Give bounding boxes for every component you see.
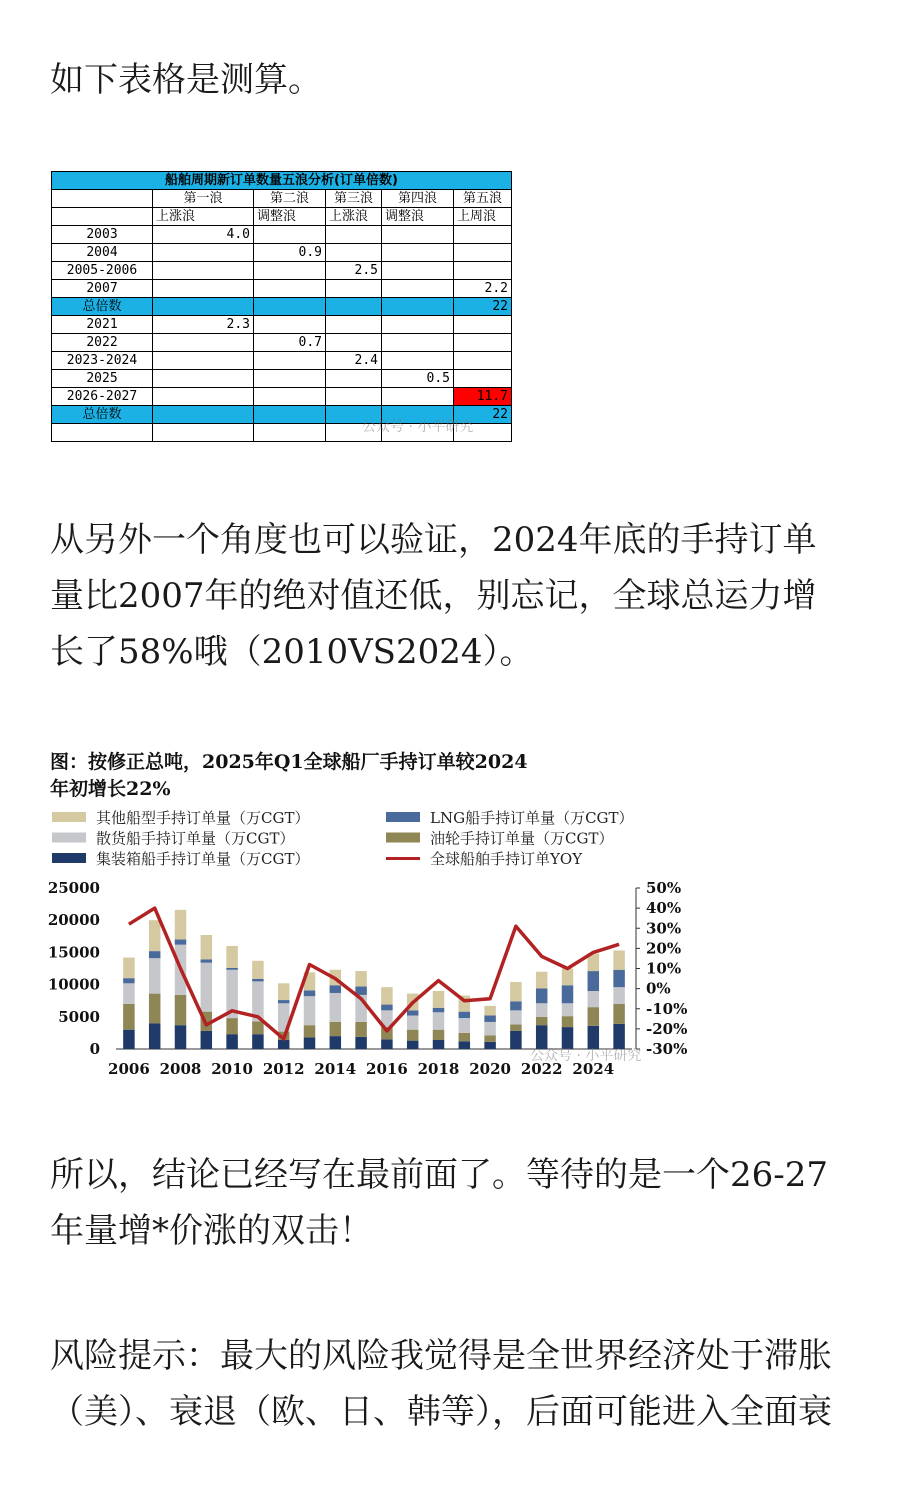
table-cell: [382, 226, 454, 244]
table-cell: [454, 316, 512, 334]
bar-segment: [588, 1007, 600, 1026]
table-total-row: [52, 298, 512, 316]
wave-subheader: 上涨浪: [153, 208, 254, 226]
table-cell: [254, 370, 326, 388]
right-axis-tick: 0%: [646, 979, 671, 998]
bar-segment: [381, 1039, 393, 1049]
bar-segment: [355, 1022, 367, 1037]
bar-segment: [226, 1034, 238, 1049]
table-corner-cell: [52, 190, 153, 208]
table-cell: [326, 226, 382, 244]
table-cell: [382, 388, 454, 406]
left-axis-tick: 5000: [58, 1007, 100, 1026]
chart-title-line2: 年初增长22%: [50, 778, 171, 800]
table-cell: 2.2: [454, 280, 512, 298]
right-axis-tick: 30%: [646, 919, 682, 938]
table-cell: [254, 280, 326, 298]
x-axis-tick: 2020: [469, 1060, 511, 1078]
legend-swatch: [386, 812, 420, 822]
bar-segment: [536, 988, 548, 1003]
row-label: 2021: [52, 316, 153, 334]
bar-segment: [330, 993, 342, 1022]
row-label: 总倍数: [52, 298, 153, 316]
table-cell: [254, 388, 326, 406]
table-title-row: [52, 172, 512, 190]
table-cell: 4.0: [153, 226, 254, 244]
right-axis-tick: 40%: [646, 899, 682, 918]
bar-segment: [381, 1005, 393, 1011]
x-axis-tick: 2012: [262, 1060, 305, 1078]
bar-segment: [330, 1036, 342, 1049]
bar-segment: [407, 1016, 419, 1030]
bar-segment: [252, 1021, 264, 1034]
table-cell: 11.7: [454, 388, 512, 406]
x-axis-tick: 2016: [366, 1060, 408, 1078]
wave-header: 第一浪: [153, 190, 254, 208]
bar-segment: [278, 1000, 290, 1003]
legend-swatch: [386, 833, 420, 843]
wave-header: 第五浪: [454, 190, 512, 208]
table-row: [52, 226, 512, 244]
row-label: 2004: [52, 244, 153, 262]
table-cell: [153, 424, 254, 442]
bar-segment: [510, 1001, 522, 1010]
bar-segment: [252, 979, 264, 982]
table-row: [52, 352, 512, 370]
table-row: [52, 280, 512, 298]
right-axis-tick: -20%: [646, 1019, 688, 1038]
bar-segment: [562, 1027, 574, 1049]
table-cell: [382, 244, 454, 262]
legend-label: 全球船舶手持订单YOY: [430, 850, 583, 868]
bar-segment: [226, 1018, 238, 1034]
bar-segment: [201, 1031, 213, 1049]
chart-bars: [123, 910, 625, 1049]
table-cell: [254, 406, 326, 424]
bar-segment: [484, 1035, 496, 1041]
conclusion-paragraph: 所以，结论已经写在最前面了。等待的是一个26-27年量增*价涨的双击！: [50, 1155, 829, 1251]
table-cell: [153, 334, 254, 352]
table-cell: [454, 226, 512, 244]
left-axis-tick: 0: [89, 1040, 100, 1058]
table-row: [52, 262, 512, 280]
table-row: [52, 388, 512, 406]
bar-segment: [433, 1008, 445, 1013]
bar-segment: [149, 920, 161, 951]
left-axis-tick: 10000: [48, 975, 100, 994]
table-cell: 22: [454, 406, 512, 424]
table-cell: [326, 298, 382, 316]
table-corner-cell: [52, 208, 153, 226]
table-cell: [153, 244, 254, 262]
legend-swatch: [52, 833, 86, 843]
right-axis-tick: 50%: [646, 879, 682, 897]
x-axis-tick: 2010: [211, 1060, 253, 1078]
table-watermark: 公众号 · 小平研究: [362, 419, 474, 435]
table-row: [52, 334, 512, 352]
bar-segment: [407, 1010, 419, 1015]
table-cell: [254, 262, 326, 280]
legend-swatch: [52, 812, 86, 822]
table-cell: [153, 262, 254, 280]
bar-segment: [149, 958, 161, 993]
wave-header: 第二浪: [254, 190, 326, 208]
legend-label: 集装箱船手持订单量（万CGT）: [96, 850, 310, 868]
legend-swatch: [52, 853, 86, 863]
bar-segment: [588, 1026, 600, 1049]
bar-segment: [201, 963, 213, 1012]
legend-line-swatch: [386, 857, 420, 860]
x-axis-tick: 2022: [520, 1060, 563, 1078]
bar-segment: [588, 991, 600, 1007]
bar-segment: [613, 950, 625, 969]
row-label: 2022: [52, 334, 153, 352]
bar-segment: [252, 961, 264, 979]
bar-segment: [304, 1025, 316, 1037]
bar-segment: [510, 982, 522, 1001]
bar-segment: [562, 969, 574, 986]
wave-header: 第四浪: [382, 190, 454, 208]
bar-segment: [149, 951, 161, 958]
table-cell: [382, 334, 454, 352]
bar-segment: [355, 1037, 367, 1049]
bar-segment: [149, 1023, 161, 1049]
table-row: [52, 244, 512, 262]
table-cell: [326, 244, 382, 262]
table-cell: [254, 316, 326, 334]
table-cell: [454, 370, 512, 388]
bar-segment: [407, 1030, 419, 1041]
left-axis-tick: 15000: [48, 943, 100, 962]
table-cell: [326, 316, 382, 334]
bar-segment: [381, 987, 393, 1004]
legend-label: 散货船手持订单量（万CGT）: [96, 829, 295, 848]
table-cell: [454, 262, 512, 280]
table-cell: [382, 262, 454, 280]
table-cell: [382, 298, 454, 316]
x-axis-tick: 2006: [108, 1060, 150, 1078]
left-axis-tick: 25000: [48, 879, 100, 897]
legend-label: 油轮手持订单量（万CGT）: [430, 829, 614, 848]
bar-segment: [330, 985, 342, 993]
bar-segment: [536, 1003, 548, 1017]
x-axis-tick: 2008: [159, 1060, 202, 1078]
table-cell: [254, 424, 326, 442]
table-cell: [254, 352, 326, 370]
x-axis-tick: 2018: [417, 1060, 460, 1078]
bar-segment: [433, 1012, 445, 1029]
bar-segment: [536, 972, 548, 989]
table-cell: [153, 298, 254, 316]
bar-segment: [484, 1006, 496, 1016]
chart-legend: [52, 809, 634, 868]
table-cell: [326, 280, 382, 298]
row-label: 2005-2006: [52, 262, 153, 280]
bar-segment: [484, 1022, 496, 1036]
bar-segment: [175, 995, 187, 1025]
table-cell: 0.5: [382, 370, 454, 388]
chart-title-line1: 图：按修正总吨，2025年Q1全球船厂手持订单较2024: [50, 751, 528, 773]
row-label: [52, 424, 153, 442]
bar-segment: [536, 1025, 548, 1049]
table-cell: [326, 370, 382, 388]
table-cell: [254, 298, 326, 316]
bar-segment: [613, 1024, 625, 1049]
bar-segment: [149, 994, 161, 1024]
legend-label: 其他船型手持订单量（万CGT）: [96, 809, 310, 827]
table-cell: [326, 388, 382, 406]
bar-segment: [433, 991, 445, 1008]
row-label: 2023-2024: [52, 352, 153, 370]
table-cell: [454, 244, 512, 262]
wave-subheader: 上周浪: [454, 208, 512, 226]
bar-segment: [459, 1033, 471, 1041]
x-axis-tick: 2024: [572, 1060, 615, 1078]
bar-segment: [484, 1016, 496, 1022]
bar-segment: [304, 996, 316, 1025]
right-axis-tick: -10%: [646, 999, 688, 1018]
bar-segment: [407, 1041, 419, 1049]
bar-segment: [304, 990, 316, 996]
table-cell: [382, 316, 454, 334]
bar-segment: [201, 935, 213, 959]
risk-paragraph: 风险提示：最大的风险我觉得是全世界经济处于滞胀（美）、衰退（欧、日、韩等），后面可能进入全面衰: [50, 1336, 832, 1432]
table-cell: [153, 370, 254, 388]
left-axis-tick: 20000: [48, 911, 100, 930]
table-wave-header-row: [52, 190, 512, 208]
right-axis-tick: -30%: [646, 1040, 688, 1058]
intro-paragraph: 如下表格是测算。: [50, 60, 322, 100]
wave-subheader: 上涨浪: [326, 208, 382, 226]
table-cell: [254, 226, 326, 244]
bar-segment: [252, 1034, 264, 1049]
chart-watermark: 公众号 · 小平研究: [530, 1048, 642, 1064]
verification-paragraph: 从另外一个角度也可以验证，2024年底的手持订单量比2007年的绝对值还低，别忘记，全球总运力增长了58%哦（2010VS2024）。: [50, 520, 817, 672]
bar-segment: [613, 1004, 625, 1024]
table-cell: [153, 388, 254, 406]
bar-segment: [459, 1018, 471, 1033]
bar-segment: [175, 940, 187, 945]
right-axis-tick: 10%: [646, 959, 682, 978]
table-cell: 0.7: [254, 334, 326, 352]
bar-segment: [562, 1016, 574, 1027]
bar-segment: [510, 1031, 522, 1049]
wave-header: 第三浪: [326, 190, 382, 208]
table-cell: [153, 352, 254, 370]
row-label: 2026-2027: [52, 388, 153, 406]
bar-segment: [123, 978, 134, 983]
bar-segment: [123, 1004, 134, 1030]
bar-segment: [613, 987, 625, 1004]
legend-label: LNG船手持订单量（万CGT）: [430, 809, 634, 827]
bar-segment: [459, 1012, 471, 1018]
bar-segment: [459, 1041, 471, 1049]
table-cell: 0.9: [254, 244, 326, 262]
row-label: 2003: [52, 226, 153, 244]
row-label: 2007: [52, 280, 153, 298]
bar-segment: [201, 959, 213, 962]
right-axis-tick: 20%: [646, 939, 682, 958]
bar-segment: [304, 1037, 316, 1049]
bar-segment: [123, 1030, 134, 1049]
table-cell: 2.4: [326, 352, 382, 370]
table-cell: [153, 406, 254, 424]
bar-segment: [226, 946, 238, 968]
bar-segment: [588, 971, 600, 991]
wave-subheader: 调整浪: [254, 208, 326, 226]
table-cell: 2.3: [153, 316, 254, 334]
bar-segment: [123, 983, 134, 1004]
bar-segment: [562, 1003, 574, 1016]
bar-segment: [536, 1017, 548, 1025]
bar-segment: [330, 1022, 342, 1036]
table-cell: 22: [454, 298, 512, 316]
bar-segment: [226, 968, 238, 970]
table-cell: [454, 352, 512, 370]
bar-segment: [562, 985, 574, 1003]
table-title: 船舶周期新订单数量五浪分析(订单倍数): [52, 172, 512, 190]
bar-segment: [510, 1025, 522, 1031]
bar-segment: [355, 971, 367, 986]
bar-segment: [175, 1025, 187, 1049]
bar-segment: [123, 958, 134, 979]
row-label: 2025: [52, 370, 153, 388]
bar-segment: [433, 1030, 445, 1040]
bar-segment: [613, 970, 625, 987]
wave-subheader: 调整浪: [382, 208, 454, 226]
bar-segment: [484, 1042, 496, 1049]
wave-analysis-table: [51, 171, 512, 442]
table-row: [52, 370, 512, 388]
table-cell: [382, 352, 454, 370]
bar-segment: [433, 1040, 445, 1049]
orderbook-chart: [48, 740, 708, 1085]
x-axis-tick: 2014: [314, 1060, 357, 1078]
bar-segment: [278, 983, 290, 1000]
bar-segment: [175, 910, 187, 940]
table-cell: [326, 334, 382, 352]
row-label: 总倍数: [52, 406, 153, 424]
table-row: [52, 316, 512, 334]
bar-segment: [278, 1040, 290, 1049]
table-cell: [153, 280, 254, 298]
table-cell: [454, 334, 512, 352]
table-cell: [382, 280, 454, 298]
table-wave-subheader-row: [52, 208, 512, 226]
table-cell: 2.5: [326, 262, 382, 280]
bar-segment: [510, 1010, 522, 1024]
